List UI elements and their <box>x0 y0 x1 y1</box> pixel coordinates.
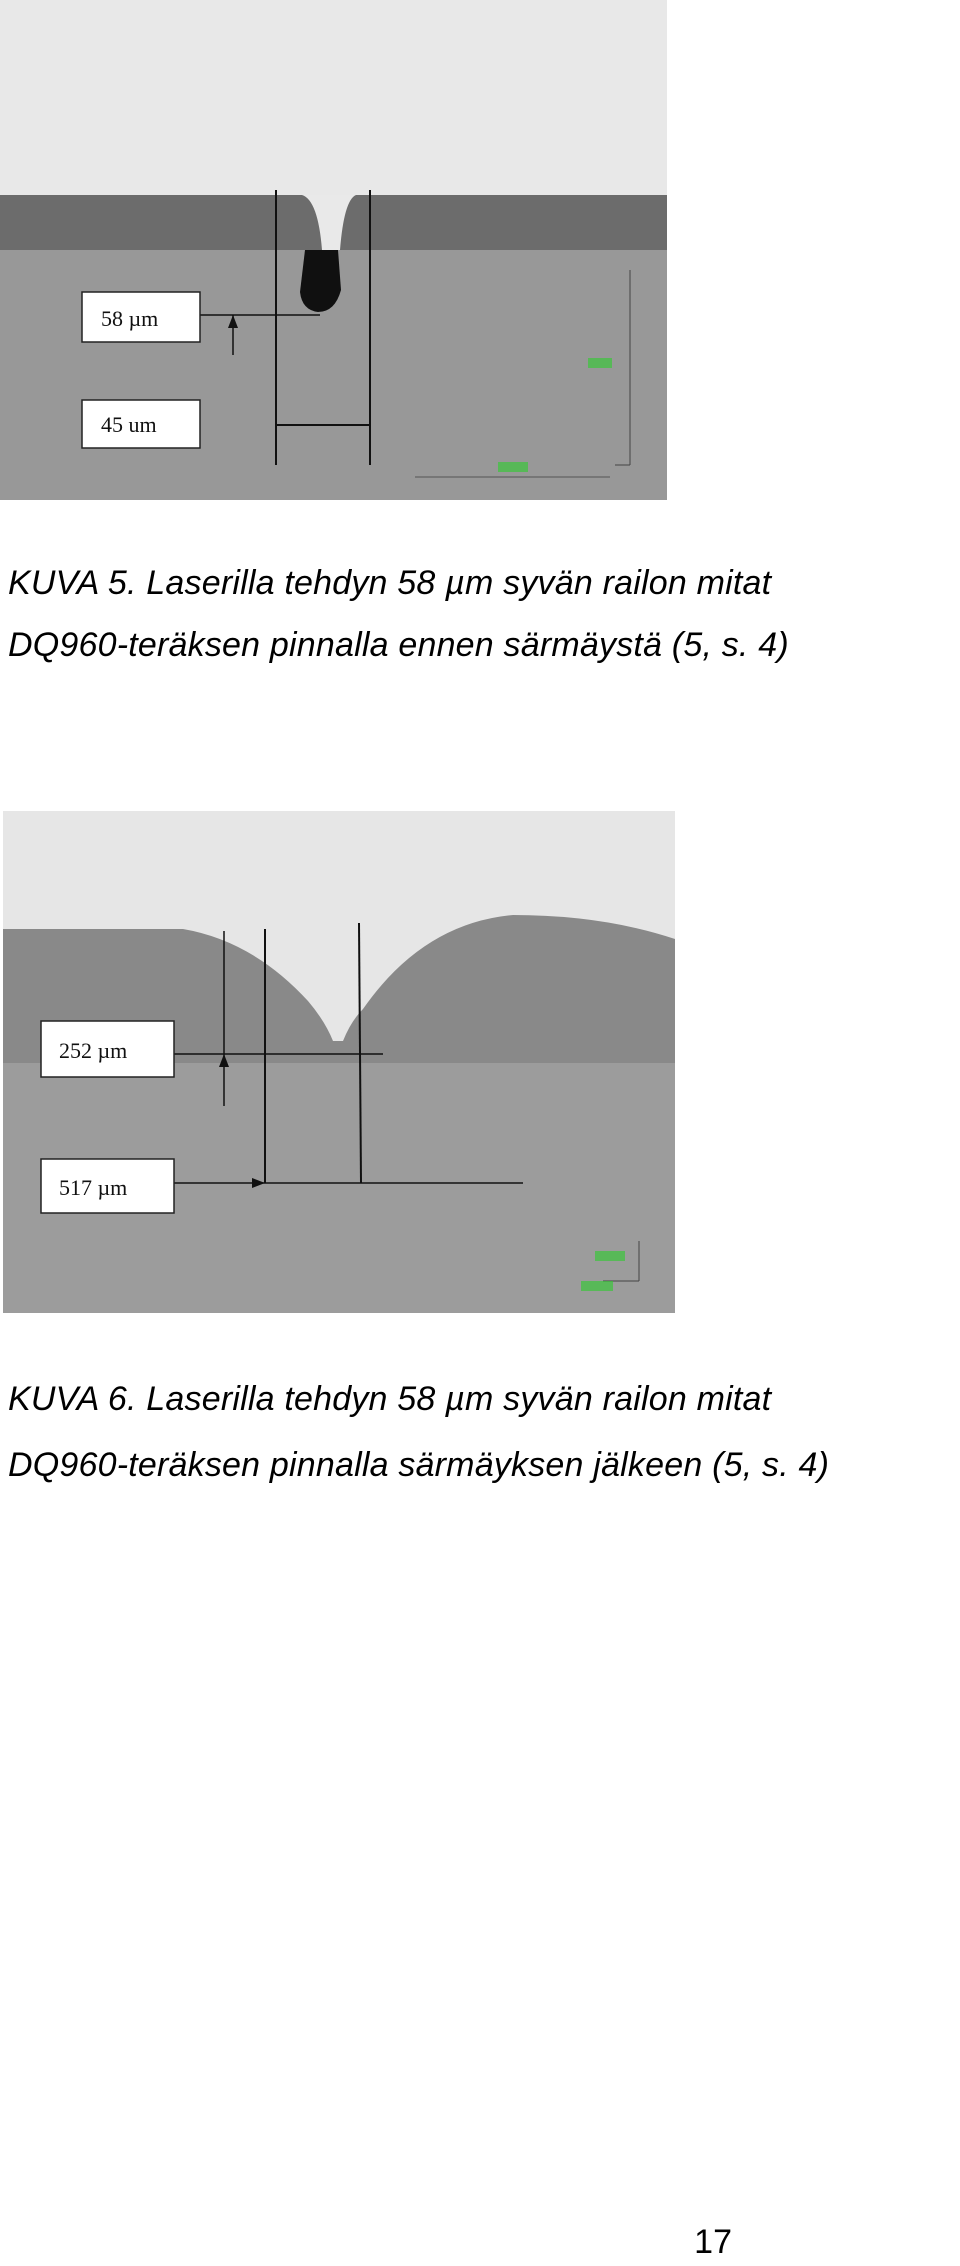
width-label: 517 µm <box>59 1175 128 1200</box>
figure-6-caption <box>8 1376 829 1488</box>
figure-6-micrograph <box>3 811 675 1313</box>
depth-label: 58 µm <box>101 306 159 331</box>
figure-5-micrograph <box>0 0 667 500</box>
figure-6-caption-line-2: DQ960-teräksen pinnalla särmäyksen jälkeen (5, s. 4) <box>8 1446 830 1484</box>
figure-5-caption-line-2: DQ960-teräksen pinnalla ennen särmäystä (5, s. 4) <box>8 626 789 664</box>
figure-5-caption-line-1: KUVA 5. Laserilla tehdyn 58 µm syvän railon mitat <box>8 564 772 602</box>
figure-6-caption-line-1: KUVA 6. Laserilla tehdyn 58 µm syvän railon mitat <box>8 1380 772 1418</box>
depth-label: 252 µm <box>59 1038 128 1063</box>
width-label: 45 um <box>101 412 157 437</box>
page-number: 17 <box>694 2223 732 2261</box>
figure-5-caption <box>8 560 789 668</box>
